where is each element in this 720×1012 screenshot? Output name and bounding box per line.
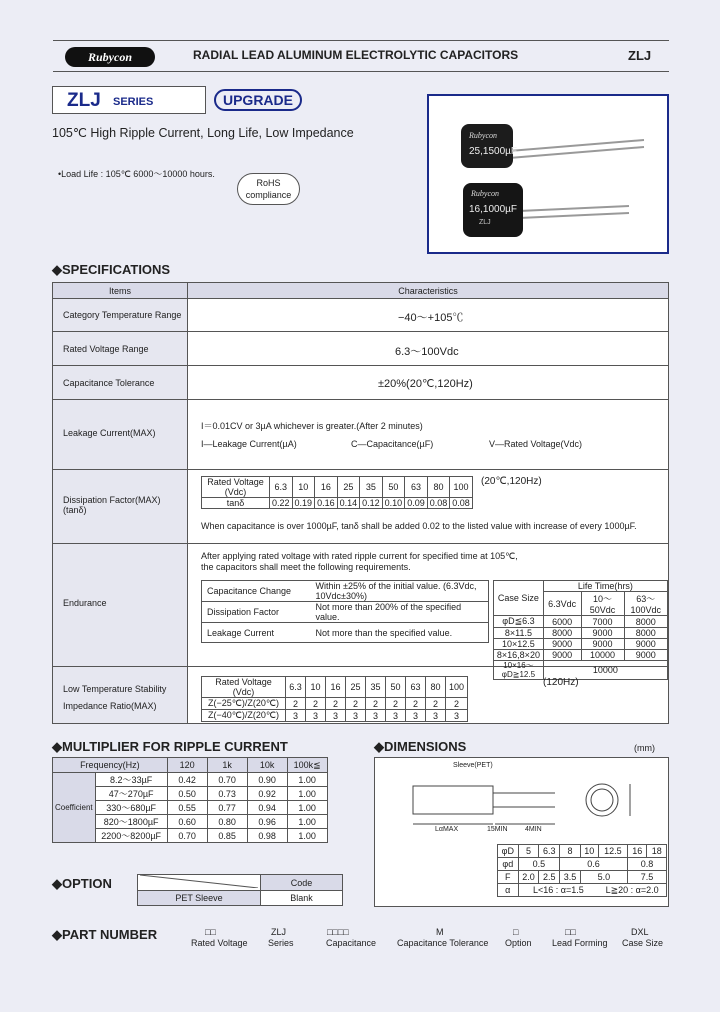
end-item: Dissipation Factor <box>202 602 314 623</box>
part-field-top: □□ <box>205 927 216 937</box>
product-photo <box>427 94 669 254</box>
part-field-top: DXL <box>631 927 649 937</box>
life-cell: 9000 <box>624 639 667 650</box>
series-box <box>52 86 206 114</box>
photo-cap-1: 25,1500µF <box>469 146 518 157</box>
part-field-top: □□□□ <box>327 927 349 937</box>
ripple-val: 0.42 <box>167 773 207 787</box>
df-v: 16 <box>315 477 338 498</box>
dims-table <box>497 844 667 897</box>
dims-l: LαMAX <box>435 826 459 833</box>
life-c: 6.3Vdc <box>543 592 581 616</box>
part-field-bot: Option <box>505 938 532 948</box>
ripple-val: 0.60 <box>167 815 207 829</box>
end-intro1: After applying rated voltage with rated ripple current for specified time at 105℃, <box>201 551 518 561</box>
life-cell: 8000 <box>624 616 667 628</box>
life-cell: φD≦6.3 <box>494 616 544 628</box>
df-table <box>201 476 473 509</box>
ripple-freq-label: Frequency(Hz) <box>53 758 168 773</box>
spec-label-df: Dissipation Factor(MAX) <box>63 495 161 505</box>
df-t: 0.08 <box>450 498 473 509</box>
ripple-val: 1.00 <box>287 801 327 815</box>
df-t: 0.10 <box>382 498 405 509</box>
series-name: ZLJ <box>67 90 101 111</box>
spec-label-temp: Category Temperature Range <box>63 310 182 320</box>
specs-heading: ◆SPECIFICATIONS <box>52 262 171 277</box>
lts-r1: 2 <box>406 698 426 710</box>
lts-v: 6.3 <box>286 677 306 698</box>
df-v: 100 <box>450 477 473 498</box>
option-corner <box>138 875 261 891</box>
photo-brand-2: Rubycon <box>471 189 499 198</box>
divider <box>53 469 668 470</box>
life-last-size <box>494 661 544 680</box>
life-cell: 6000 <box>543 616 581 628</box>
life-cell: 9000 <box>581 639 624 650</box>
life-last-a: 10×16～ <box>503 661 534 670</box>
divider <box>53 399 668 400</box>
lts-v: 80 <box>426 677 446 698</box>
ripple-val: 1.00 <box>287 773 327 787</box>
dims-d: 12.5 <box>598 845 627 858</box>
lts-r1l: Z(−25℃)/Z(20℃) <box>202 698 286 710</box>
spec-label-end: Endurance <box>63 598 107 608</box>
lts-r1: 2 <box>306 698 326 710</box>
dims-d: 10 <box>580 845 598 858</box>
df-t: 0.14 <box>337 498 360 509</box>
life-h1: Case Size <box>494 581 544 616</box>
part-heading: ◆PART NUMBER <box>52 927 158 942</box>
dims-min1: 15MIN <box>487 826 508 833</box>
end-item: Capacitance Change <box>202 581 314 602</box>
option-table <box>137 874 343 906</box>
specs-col-items: Items <box>53 283 188 299</box>
lts-v: 25 <box>346 677 366 698</box>
ripple-heading: ◆MULTIPLIER FOR RIPPLE CURRENT <box>52 739 288 754</box>
specs-table <box>52 282 669 724</box>
part-field-bot: Series <box>268 938 294 948</box>
df-th: tanδ <box>202 498 270 509</box>
life-cell: 10×12.5 <box>494 639 544 650</box>
dims-heading: ◆DIMENSIONS <box>374 739 467 754</box>
part-field-bot: Rated Voltage <box>191 938 248 948</box>
lts-r2: 3 <box>366 710 386 722</box>
dims-sd: φd <box>498 858 519 871</box>
lts-r1: 2 <box>286 698 306 710</box>
photo-brand-1: Rubycon <box>469 131 497 140</box>
df-v: 25 <box>337 477 360 498</box>
life-cell: 8×16,8×20 <box>494 650 544 661</box>
ripple-cap: 820～1800µF <box>95 815 167 829</box>
dims-f: 5.0 <box>580 871 627 884</box>
part-field-top: M <box>436 927 444 937</box>
ripple-val: 1.00 <box>287 815 327 829</box>
endurance-table <box>201 580 489 643</box>
ripple-freq: 120 <box>167 758 207 773</box>
life-cell: 9000 <box>624 650 667 661</box>
ripple-val: 0.98 <box>247 829 287 843</box>
lts-r2: 3 <box>406 710 426 722</box>
dims-f: 3.5 <box>560 871 581 884</box>
ripple-cap: 2200～8200µF <box>95 829 167 843</box>
life-table <box>493 580 668 680</box>
dims-d: 6.3 <box>539 845 560 858</box>
df-t: 0.12 <box>360 498 383 509</box>
rohs-line1: RoHS <box>256 178 281 188</box>
life-cell: 9000 <box>543 650 581 661</box>
lts-v: 63 <box>406 677 426 698</box>
divider <box>53 331 668 332</box>
photo-series: ZLJ <box>479 219 491 226</box>
lts-r2: 3 <box>446 710 468 722</box>
dims-d: 18 <box>647 845 667 858</box>
ripple-freq: 1k <box>207 758 247 773</box>
lts-r1: 2 <box>326 698 346 710</box>
spec-value-temp: −40～+105℃ <box>398 312 464 324</box>
df-v: 10 <box>292 477 315 498</box>
diagonal-line <box>140 875 258 888</box>
spec-label-df2: (tanδ) <box>63 505 87 515</box>
leak-formula: I＝0.01CV or 3µA whichever is greater.(After 2 minutes) <box>201 421 423 431</box>
dims-d: 8 <box>560 845 581 858</box>
lts-v: 16 <box>326 677 346 698</box>
ripple-val: 0.92 <box>247 787 287 801</box>
ripple-freq: 100k≦ <box>287 758 327 773</box>
life-cell: 10000 <box>581 650 624 661</box>
life-last-b: φD≧12.5 <box>501 670 536 679</box>
life-cell: 9000 <box>581 628 624 639</box>
ripple-val: 0.80 <box>207 815 247 829</box>
spec-label-lts2: Impedance Ratio(MAX) <box>63 701 157 711</box>
ripple-val: 0.70 <box>207 773 247 787</box>
df-t: 0.08 <box>427 498 450 509</box>
life-cell: 8000 <box>543 628 581 639</box>
lts-table <box>201 676 468 722</box>
lts-r2: 3 <box>386 710 406 722</box>
lts-note: (120Hz) <box>543 677 579 688</box>
ripple-val: 0.90 <box>247 773 287 787</box>
dims-d: φD <box>498 845 519 858</box>
df-t: 0.22 <box>270 498 293 509</box>
lts-r1: 2 <box>386 698 406 710</box>
ripple-val: 0.70 <box>167 829 207 843</box>
page-title: RADIAL LEAD ALUMINUM ELECTROLYTIC CAPACITORS <box>193 48 519 62</box>
series-label: SERIES <box>113 96 154 108</box>
lts-r2: 3 <box>426 710 446 722</box>
life-cell: 8000 <box>624 628 667 639</box>
spec-label-cap: Capacitance Tolerance <box>63 378 155 388</box>
divider <box>53 543 668 544</box>
series-code: ZLJ <box>628 48 652 63</box>
life-cell: 9000 <box>543 639 581 650</box>
spec-label-volt: Rated Voltage Range <box>63 344 149 354</box>
end-item: Leakage Current <box>202 623 314 643</box>
dims-f: F <box>498 871 519 884</box>
ripple-cap: 8.2～33µF <box>95 773 167 787</box>
ripple-val: 0.73 <box>207 787 247 801</box>
dims-sd: 0.6 <box>560 858 628 871</box>
part-field-top: □ <box>513 927 519 937</box>
lts-r1: 2 <box>346 698 366 710</box>
dims-drawing <box>375 758 668 838</box>
life-cell: 8×11.5 <box>494 628 544 639</box>
spec-value-cap: ±20%(20℃,120Hz) <box>378 378 473 390</box>
df-v: 50 <box>382 477 405 498</box>
dims-a: L<16 : α=1.5 <box>518 884 598 897</box>
part-field-top: □□ <box>565 927 576 937</box>
lts-v: 50 <box>386 677 406 698</box>
ripple-val: 1.00 <box>287 787 327 801</box>
lts-r1: 2 <box>446 698 468 710</box>
lts-v: 35 <box>366 677 386 698</box>
ripple-val: 0.85 <box>207 829 247 843</box>
option-code: Blank <box>261 891 343 906</box>
dims-box <box>374 757 669 907</box>
dims-a: L≧20 : α=2.0 <box>598 884 666 897</box>
divider <box>53 365 668 366</box>
df-t: 0.16 <box>315 498 338 509</box>
dims-f: 2.5 <box>539 871 560 884</box>
ripple-cap: 47～270µF <box>95 787 167 801</box>
lts-r1: 2 <box>366 698 386 710</box>
life-last-v: 10000 <box>543 661 667 680</box>
part-field-bot: Lead Forming <box>552 938 608 948</box>
feature-line: •Load Life : 105℃ 6000～10000 hours. <box>58 169 215 179</box>
ripple-freq: 10k <box>247 758 287 773</box>
end-crit: Within ±25% of the initial value. (6.3Vdc, 10Vdc±30%) <box>314 581 489 602</box>
specs-col-char: Characteristics <box>188 283 668 299</box>
part-field-top: ZLJ <box>271 927 287 937</box>
header-bar <box>53 40 669 72</box>
lts-r2l: Z(−40℃)/Z(20℃) <box>202 710 286 722</box>
end-crit: Not more than the specified value. <box>314 623 489 643</box>
ripple-table <box>52 757 328 843</box>
lts-vh: Rated Voltage (Vdc) <box>202 677 286 698</box>
spec-label-leak: Leakage Current(MAX) <box>63 428 156 438</box>
df-note: (20℃,120Hz) <box>481 476 542 487</box>
dims-sleeve: Sleeve(PET) <box>453 762 493 769</box>
df-v: 80 <box>427 477 450 498</box>
df-t: 0.09 <box>405 498 428 509</box>
part-field-bot: Case Size <box>622 938 664 948</box>
life-c: 63～100Vdc <box>624 592 667 616</box>
dims-min2: 4MIN <box>525 826 542 833</box>
dims-sd: 0.8 <box>627 858 666 871</box>
lts-r2: 3 <box>306 710 326 722</box>
lts-r1: 2 <box>426 698 446 710</box>
ripple-val: 1.00 <box>287 829 327 843</box>
dims-sd: 0.5 <box>518 858 560 871</box>
life-cell: 7000 <box>581 616 624 628</box>
life-c: 10～50Vdc <box>581 592 624 616</box>
df-t: 0.19 <box>292 498 315 509</box>
ripple-coef-label: Coefficient <box>53 773 96 843</box>
option-name: PET Sleeve <box>138 891 261 906</box>
ripple-val: 0.96 <box>247 815 287 829</box>
subtitle: 105℃ High Ripple Current, Long Life, Low Impedance <box>52 126 354 140</box>
ripple-val: 0.55 <box>167 801 207 815</box>
df-v: 35 <box>360 477 383 498</box>
part-fields <box>185 927 669 951</box>
life-h2: Life Time(hrs) <box>543 581 667 592</box>
lts-v: 100 <box>446 677 468 698</box>
option-heading: ◆OPTION <box>52 876 112 891</box>
upgrade-badge: UPGRADE <box>214 89 302 111</box>
ripple-cap: 330～680µF <box>95 801 167 815</box>
leak-def-c: C—Capacitance(µF) <box>351 439 434 449</box>
part-field-bot: Capacitance <box>326 938 377 948</box>
spec-value-volt: 6.3～100Vdc <box>395 346 459 358</box>
dims-a: α <box>498 884 519 897</box>
dims-f: 7.5 <box>627 871 666 884</box>
brand-logo: Rubycon <box>65 47 155 67</box>
dims-d: 5 <box>518 845 539 858</box>
dims-d: 16 <box>627 845 646 858</box>
ripple-val: 0.77 <box>207 801 247 815</box>
ripple-val: 0.50 <box>167 787 207 801</box>
df-v: 6.3 <box>270 477 293 498</box>
df-v: 63 <box>405 477 428 498</box>
ripple-val: 0.94 <box>247 801 287 815</box>
lts-r2: 3 <box>286 710 306 722</box>
leak-def-v: V—Rated Voltage(Vdc) <box>489 439 583 449</box>
lts-r2: 3 <box>326 710 346 722</box>
dims-f: 2.0 <box>518 871 539 884</box>
end-intro2: the capacitors shall meet the following requirements. <box>201 562 411 572</box>
part-field-bot: Capacitance Tolerance <box>397 938 489 948</box>
df-footnote: When capacitance is over 1000µF, tanδ shall be added 0.02 to the listed value with increase of every 1000µF. <box>201 521 637 531</box>
lts-v: 10 <box>306 677 326 698</box>
dims-unit: (mm) <box>634 743 655 753</box>
rohs-line2: compliance <box>245 190 292 200</box>
df-vh: Rated Voltage (Vdc) <box>202 477 270 498</box>
rohs-badge <box>237 173 300 205</box>
photo-cap-2: 16,1000µF <box>469 204 518 215</box>
leak-def-i: I—Leakage Current(µA) <box>201 439 297 449</box>
spec-label-lts1: Low Temperature Stability <box>63 684 167 694</box>
lts-r2: 3 <box>346 710 366 722</box>
option-code-h: Code <box>261 875 343 891</box>
end-crit: Not more than 200% of the specified value. <box>314 602 489 623</box>
